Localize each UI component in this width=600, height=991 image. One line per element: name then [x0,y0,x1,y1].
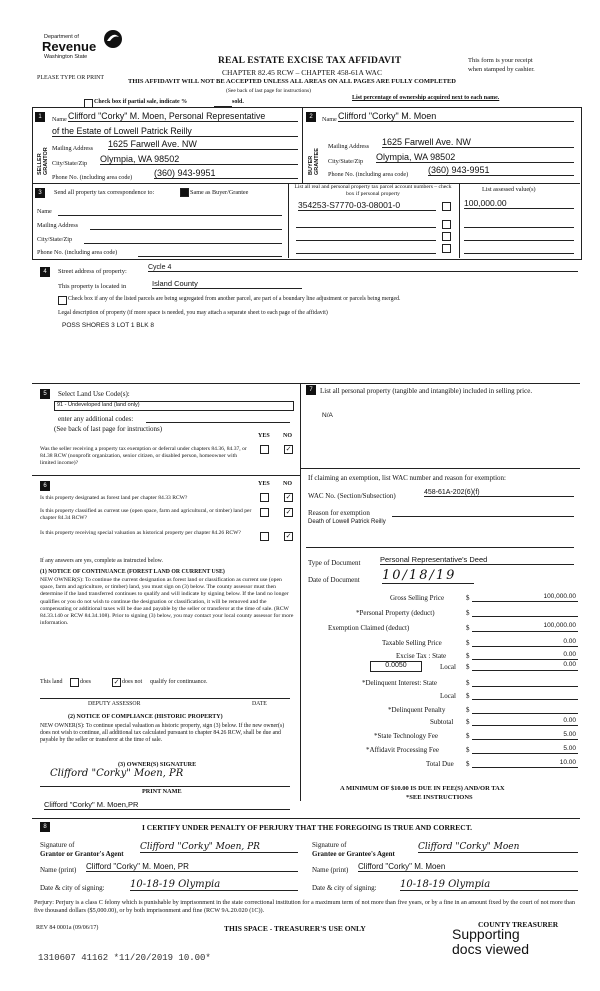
additional-codes-label: enter any additional codes: [58,415,134,423]
land-use-label: Select Land Use Code(s): [58,390,130,398]
if-any-yes: If any answers are yes, complete as instructed below. [40,558,163,564]
doc-type-value[interactable]: Personal Representative's Deed [380,555,574,565]
delinq-pen-field[interactable] [472,713,578,714]
gross-value[interactable]: 100,000.00 [543,593,576,600]
land-use-badge: 5 [40,389,50,399]
corr-name-field[interactable] [58,215,282,216]
same-as-buyer-label: Same as Buyer/Grantee [190,189,249,196]
revenue-logo [38,26,128,66]
owner-signature[interactable]: Clifford "Corky" Moen, PR [50,768,184,779]
corr-name-label: Name [37,208,52,215]
reason-label: Reason for exemption [308,509,370,517]
land-does-label: does [80,679,91,685]
seller-city-label: City/State/Zip [52,160,88,167]
grantor-date-label: Date & city of signing: [40,884,105,892]
reason-line[interactable] [392,516,574,517]
warning-text: THIS AFFIDAVIT WILL NOT BE ACCEPTED UNLESS ALL AREAS ON ALL PAGES ARE FULLY COMPLETED [128,78,456,85]
delinq-int-field[interactable] [472,686,578,687]
personal-property-value[interactable]: N/A [322,412,333,419]
value-3[interactable] [464,240,574,241]
please-type: PLEASE TYPE OR PRINT [37,75,105,81]
personal-property-badge: 7 [306,385,316,395]
this-land-label: This land [40,679,63,685]
recording-number: 1310607 41162 *11/20/2019 10.00* [38,953,211,963]
value-2[interactable] [464,227,574,228]
assessed-header: List assessed value(s) [482,186,536,193]
grantor-signature[interactable]: Clifford "Corky" Moen, PR [140,842,298,853]
taxable-dollar: $ [466,639,470,647]
buyer-address[interactable]: 1625 Farwell Ave. NW [382,137,574,148]
dept-state: Washington State [44,54,88,60]
treasurer-space: THIS SPACE - TREASURER'S USE ONLY [224,924,366,933]
parcel-4-personal-checkbox[interactable] [442,244,451,253]
buyer-address-label: Mailing Address [328,143,370,150]
exemption-label: Exemption Claimed (deduct) [328,624,410,632]
legal-value[interactable]: POSS SHORES 3 LOT 1 BLK 8 [62,322,155,329]
segregated-label: Check box if any of the listed parcels are being segregated from another parcel, are part of a boundary line adjustment or parcels being merged. [68,296,401,302]
subtotal-label: Subtotal [430,718,454,726]
forest-badge: 6 [40,481,50,491]
chapter-ref: CHAPTER 82.45 RCW – CHAPTER 458-61A WAC [222,68,382,77]
grantee-signature[interactable]: Clifford "Corky" Moen [418,842,578,853]
doc-date-label: Date of Document [308,576,360,584]
exemption-no-checkbox[interactable]: ✓ [285,445,292,453]
doc-date-value[interactable]: 10/18/19 [382,568,474,584]
dept-small: Department of [44,34,79,40]
seller-address[interactable]: 1625 Farwell Ave. NW [108,139,298,150]
grantee-sig-label-1: Signature of [312,841,347,849]
partial-sold-label: sold. [232,99,244,105]
county-value[interactable]: Island County [152,279,302,289]
value-1[interactable]: 100,000.00 [464,198,574,209]
grantor-name-value[interactable]: Clifford "Corky" M. Moen, PR [86,862,298,872]
grantor-name-label: Name (print) [40,866,77,874]
delinq-pen-label: *Delinquent Penalty [388,706,446,714]
exemption-value[interactable]: 100,000.00 [543,622,576,629]
forest-no-header: NO [283,481,292,487]
forest-q1: Is this property designated as forest land per chapter 84.33 RCW? [40,495,188,501]
parcels-header: List all real and personal property tax parcel account numbers – check box if personal property [294,184,452,197]
affidavit-value[interactable]: 5.00 [563,745,576,752]
parcel-4[interactable] [296,253,436,254]
buyer-city-label: City/State/Zip [328,158,364,165]
delinq-local-label: Local [440,692,456,700]
seller-side-label: SELLER GRANTOR [37,147,49,175]
deputy-assessor-line[interactable] [40,698,290,699]
buyer-phone-label: Phone No. (including area code) [328,171,409,178]
grantee-date-label: Date & city of signing: [312,884,377,892]
segregated-checkbox[interactable] [58,296,67,305]
wac-value[interactable]: 458-61A-202(6)(f) [424,489,574,497]
forest-q3: Is this property receiving special valuation as historical property per chapter 84.26 RCW? [40,530,241,536]
parcel-3-personal-checkbox[interactable] [442,232,451,241]
exemption-yes-checkbox[interactable] [260,445,269,454]
see-instructions: *SEE INSTRUCTIONS [406,794,473,801]
parcel-1[interactable]: 354253-S7770-03-08001-0 [298,200,436,211]
same-as-buyer-checkbox[interactable] [180,188,189,197]
delinq-int-dollar: $ [466,679,470,687]
forest-q1-yes-checkbox[interactable] [260,493,269,502]
exemption-no-header: NO [283,433,292,439]
see-back-text: (See back of last page for instructions) [226,88,311,94]
delinq-int-label: *Delinquent Interest: State [362,679,438,687]
buyer-badge: 2 [306,112,316,122]
receipt-note-2: when stamped by cashier. [468,66,535,73]
delinq-local-dollar: $ [466,692,470,700]
forest-q1-no-checkbox[interactable]: ✓ [285,493,292,501]
gross-label: Gross Selling Price [390,594,445,602]
buyer-city[interactable]: Olympia, WA 98502 [376,152,574,163]
forest-q2: Is this property classified as current use (open space, farm and agricultural, or timber) land per chapter 84.34 RCW? [40,508,252,521]
value-4[interactable] [464,253,574,254]
additional-codes-field[interactable] [146,422,290,423]
exemption-question: Was the seller receiving a property tax exemption or deferral under chapters 84.36, 84.37, or 84.38 RCW (nonprofit organization, senior citizen, or disabled person, homeowner with limited income)? [40,446,247,466]
corr-city-label: City/State/Zip [37,236,73,243]
land-does-not-label: does not [122,679,143,685]
buyer-phone[interactable]: (360) 943-9951 [428,165,574,176]
seller-name-2[interactable]: of the Estate of Lowell Patrick Reilly [52,126,298,137]
owner-sig-label: (3) OWNER(S) SIGNATURE [118,761,197,768]
grantee-sig-label-2: Grantee or Grantee's Agent [312,850,395,858]
seller-city[interactable]: Olympia, WA 98502 [100,154,298,165]
forest-q2-yes-checkbox[interactable] [260,508,269,517]
certify-text: I CERTIFY UNDER PENALTY OF PERJURY THAT THE FOREGOING IS TRUE AND CORRECT. [142,823,473,832]
state-value[interactable]: 0.00 [563,651,576,658]
subtotal-value[interactable]: 0.00 [563,717,576,724]
tech-value[interactable]: 5.00 [563,731,576,738]
rev-number: REV 84 0001a (09/06/17) [36,925,99,931]
certify-badge: 8 [40,822,50,832]
ownership-pct-label: List percentage of ownership acquired next to each name. [352,95,500,101]
corr-address-label: Mailing Address [37,222,79,229]
affidavit-dollar: $ [466,746,470,754]
affidavit-label: *Affidavit Processing Fee [366,746,439,754]
forest-q3-no-checkbox[interactable]: ✓ [285,532,292,540]
delinq-pen-dollar: $ [466,706,470,714]
corr-city-field[interactable] [84,243,282,244]
corr-phone-label: Phone No. (including area code) [37,249,118,256]
dept-big: Revenue [42,39,97,54]
stamp-docs-viewed: docs viewed [452,941,530,957]
doc-type-label: Type of Document [308,559,361,567]
state-dollar: $ [466,652,470,660]
parcel-2[interactable] [296,227,436,228]
county-treasurer: COUNTY TREASURER [478,920,559,929]
buyer-name-label: Name [322,116,337,123]
revenue-swirl-icon [102,28,124,50]
date-label: DATE [252,701,267,707]
forest-yes-header: YES [258,481,270,487]
perjury-text: Perjury: Perjury is a class C felony which is punishable by imprisonment in the state correctional institution for a maximum term of not more than five years, or by a fine in an amount fixed by the court of not more than five thousand dollars ($5,000.00), or by both imprisonment and fine (RCW 9A.20.020 (1C)). [34,899,575,914]
land-does-not-checkbox[interactable]: ✓ [113,678,120,686]
exemption-dollar: $ [466,624,470,632]
taxable-label: Taxable Selling Price [382,639,442,647]
local-value[interactable]: 0.00 [563,661,576,668]
total-dollar: $ [466,760,470,768]
local-label: Local [440,663,456,671]
seller-phone-label: Phone No. (including area code) [52,174,133,181]
total-label: Total Due [426,760,454,768]
buyer-name[interactable]: Clifford "Corky" M. Moen [338,111,574,122]
grantor-date-value[interactable]: 10-18-19 Olympia [130,879,298,891]
correspondence-badge: 3 [35,188,45,198]
form-title: REAL ESTATE EXCISE TAX AFFIDAVIT [218,56,402,66]
land-use-see-back: (See back of last page for instructions) [54,425,163,433]
subtotal-dollar: $ [466,718,470,726]
taxable-value[interactable]: 0.00 [563,638,576,645]
corr-address-field[interactable] [90,229,282,230]
wac-label: WAC No. (Section/Subsection) [308,492,396,500]
personal-dollar: $ [466,609,470,617]
land-does-checkbox[interactable] [70,678,79,687]
grantee-name-value[interactable]: Clifford "Corky" M. Moen [358,862,578,872]
receipt-note-1: This form is your receipt [468,57,533,64]
grantor-sig-label-2: Grantor or Grantor's Agent [40,850,124,858]
legal-label: Legal description of property (if more space is needed, you may attach a separate sheet to each page of the affidavit) [58,310,328,316]
seller-address-label: Mailing Address [52,145,94,152]
corr-phone-field[interactable] [138,256,282,257]
reason-value[interactable]: Death of Lowell Patrick Reilly [308,519,386,525]
stamp-supporting: Supporting [452,926,520,942]
local-rate[interactable]: 0.0050 [370,661,422,672]
deputy-label: DEPUTY ASSESSOR [88,701,141,707]
tech-label: *State Technology Fee [374,732,438,740]
partial-sale-label: Check box if partial sale, indicate % [94,99,188,105]
notice2-title: (2) NOTICE OF COMPLIANCE (HISTORIC PROPERTY) [68,714,223,720]
parcel-2-personal-checkbox[interactable] [442,220,451,229]
send-to-label: Send all property tax correspondence to: [54,189,155,196]
total-value[interactable]: 10.00 [559,759,576,766]
seller-name-1[interactable]: Clifford "Corky" M. Moen, Personal Representative [68,111,298,122]
print-name-label: PRINT NAME [142,788,182,795]
forest-q3-yes-checkbox[interactable] [260,532,269,541]
grantee-date-value[interactable]: 10-18-19 Olympia [400,879,578,891]
personal-property-label: List all personal property (tangible and intangible) included in selling price. [320,387,533,395]
land-use-code[interactable]: 91 - Undeveloped land (land only) [54,401,294,411]
exemption-claim-label: If claiming an exemption, list WAC number and reason for exemption: [308,474,506,482]
tech-dollar: $ [466,732,470,740]
grantee-name-label: Name (print) [312,866,349,874]
exemption-yes-header: YES [258,433,270,439]
local-dollar: $ [466,663,470,671]
buyer-side-label: BUYER GRANTEE [308,148,320,175]
grantor-sig-label-1: Signature of [40,841,75,849]
delinq-local-field[interactable] [472,699,578,700]
parcel-3[interactable] [296,240,436,241]
parcel-1-personal-checkbox[interactable] [442,202,451,211]
forest-q2-no-checkbox[interactable]: ✓ [285,508,292,516]
seller-badge: 1 [35,112,45,122]
notice1-body: NEW OWNER(S): To continue the current designation as forest land or classification as current use (open space, farm and agriculture, or timber) land, you must sign on (3) below. The county assessor must then determine if the land transferred continues to qualify and will indicate by signing below. If the land no longer qualifies or you do not wish to continue the designation or classification, it will be removed and the compensating or additional taxes will be due and payable by the seller or transferor at the time of sale. (RCW 84.33.140 or RCW 84.34.108). Prior to signing (3) below, you may contact your local county assessor for more information. [40,577,294,627]
seller-name-label: Name [52,116,67,123]
personal-label: *Personal Property (deduct) [356,609,435,617]
street-value[interactable]: Cycle 4 [148,264,578,272]
gross-dollar: $ [466,594,470,602]
property-badge: 4 [40,267,50,277]
minimum-note: A MINIMUM OF $10.00 IS DUE IN FEE(S) AND/OR TAX [340,785,505,792]
notice2-body: NEW OWNER(S): To continue special valuation as historic property, sign (3) below. If the new owner(s) does not wish to continue, all additional tax calculated pursuant to chapter 84.26 RCW, shall be due and payable by the seller or transferor at the time of sale. [40,723,285,743]
located-label: This property is located in [58,283,127,290]
print-name-value[interactable]: Clifford "Corky" M. Moen,PR [44,800,290,810]
state-label: Excise Tax : State [396,652,447,660]
seller-phone[interactable]: (360) 943-9951 [154,168,298,179]
street-label: Street address of property: [58,268,127,275]
qualify-label: qualify for continuance. [150,679,208,685]
notice1-title: (1) NOTICE OF CONTINUANCE (FOREST LAND OR CURRENT USE) [40,569,225,575]
